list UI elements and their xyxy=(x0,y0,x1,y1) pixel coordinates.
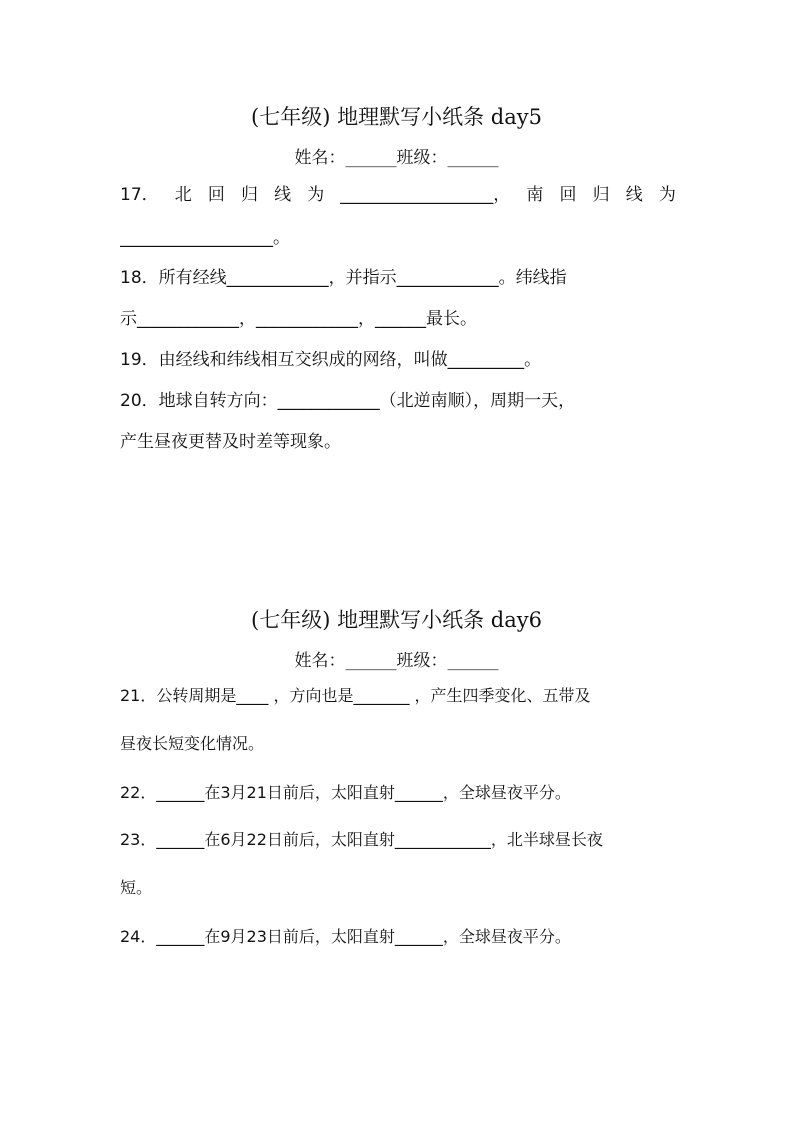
q17-char: 回 xyxy=(207,185,225,205)
q17-char: 归 xyxy=(592,185,610,205)
q17-char: 为 xyxy=(307,185,325,205)
question-22: 22．______在3月21日前后，太阳直射______，全球昼夜平分。 xyxy=(120,783,571,802)
question-23-line-1: 23．______在6月22日前后，太阳直射____________，北半球昼长夜 xyxy=(120,830,603,849)
section1-name-class-line: 姓名：______班级：______ xyxy=(294,148,499,168)
question-19: 19．由经线和纬线相互交织成的网络，叫做_________。 xyxy=(120,350,542,370)
question-17-line-1 xyxy=(120,182,676,208)
question-21-line-1: 21．公转周期是____ ，方向也是_______ ，产生四季变化、五带及 xyxy=(120,686,591,705)
question-18-line-1: 18．所有经线____________，并指示____________。纬线指 xyxy=(120,268,567,288)
q17-blank: __________________， xyxy=(340,185,511,205)
question-24: 24．______在9月23日前后，太阳直射______，全球昼夜平分。 xyxy=(120,927,571,946)
q17-char: 南 xyxy=(526,185,544,205)
question-18-line-2: 示____________，____________，______最长。 xyxy=(120,309,477,329)
q17-char: 为 xyxy=(658,185,676,205)
q17-number: 17． xyxy=(120,185,159,205)
question-21-line-2: 昼夜长短变化情况。 xyxy=(120,734,265,753)
section1-title: (七年级) 地理默写小纸条 day5 xyxy=(251,105,542,129)
section2-title: (七年级) 地理默写小纸条 day6 xyxy=(251,608,542,632)
q17-char: 归 xyxy=(240,185,258,205)
section2-name-class-line: 姓名：______班级：______ xyxy=(294,651,499,671)
question-20-line-2: 产生昼夜更替及时差等现象。 xyxy=(120,432,341,452)
q17-char: 回 xyxy=(559,185,577,205)
question-20-line-1: 20．地球自转方向：____________（北逆南顺），周期一天， xyxy=(120,391,576,411)
q17-char: 北 xyxy=(174,185,192,205)
question-17-line-2: __________________。 xyxy=(120,228,290,248)
q17-char: 线 xyxy=(274,185,292,205)
question-23-line-2: 短。 xyxy=(120,878,153,897)
q17-char: 线 xyxy=(625,185,643,205)
